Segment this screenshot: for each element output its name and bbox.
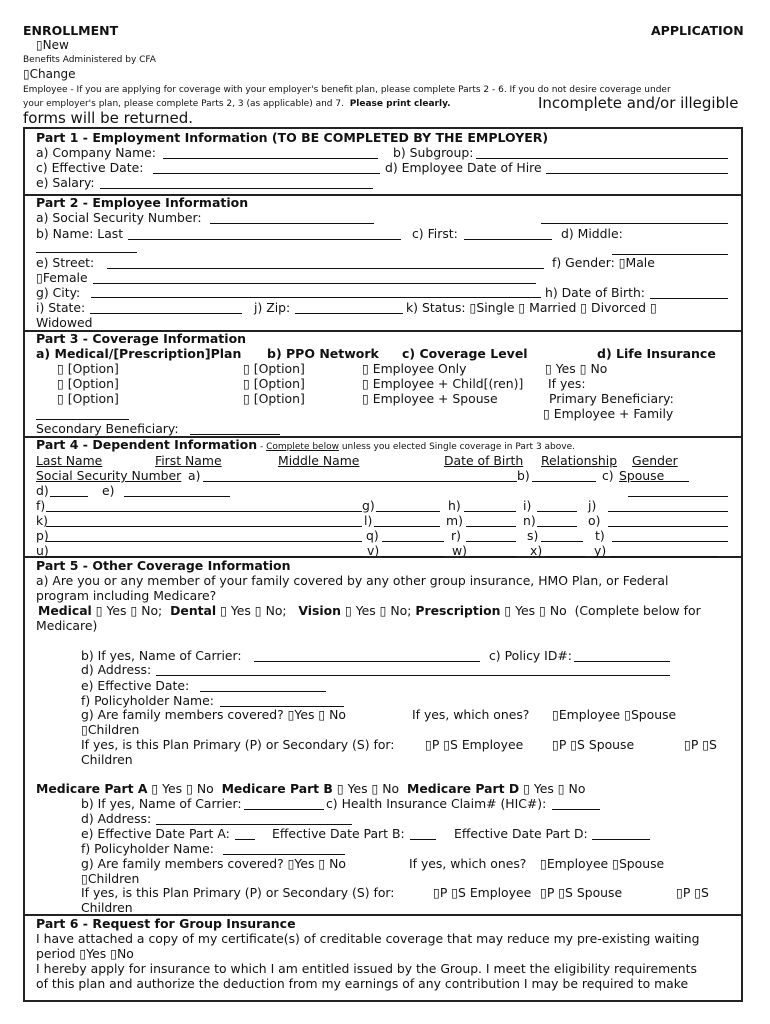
medicare-address-label: d) Address: [81, 811, 152, 826]
salary-field[interactable] [100, 188, 373, 189]
eff-part-b-field[interactable] [410, 839, 436, 840]
eff-part-b-label: Effective Date Part B: [272, 826, 405, 841]
ps-spouse[interactable]: ▯P ▯S Spouse [552, 737, 635, 752]
part6-line-4: of this plan and authorize the deduction from my earnings of any contribution I may be required to make [36, 976, 689, 991]
prescription-yes-no[interactable]: ▯ Yes ▯ No [500, 603, 567, 618]
eff-part-d-label: Effective Date Part D: [454, 826, 588, 841]
hire-date-field[interactable] [546, 173, 728, 174]
medicare-close: Medicare) [36, 618, 98, 633]
part6-line-1: I have attached a copy of my certificate(s) of creditable coverage that may reduce my pre-existing waiting [36, 931, 700, 946]
marital-status-options[interactable]: k) Status: ▯Single ▯ Married ▯ Divorced ▯ [406, 300, 657, 315]
company-name-field[interactable] [163, 158, 378, 159]
dep-label: l) [364, 513, 373, 528]
coverage-type-row: Medical ▯ Yes ▯ No; Dental ▯ Yes ▯ No; Vision ▯ Yes ▯ No; Prescription ▯ Yes ▯ No (Complete below for [38, 603, 701, 618]
state-field[interactable] [90, 313, 242, 314]
medicare-address-field[interactable] [156, 824, 352, 825]
dep-b-field[interactable] [532, 481, 596, 482]
vision-yes-no[interactable]: ▯ Yes ▯ No; [341, 603, 412, 618]
returned-warning: forms will be returned. [23, 109, 193, 127]
part4-title: Part 4 - Dependent Information - Complete below unless you elected Single coverage in Part 3 above. [36, 437, 575, 452]
ps-children[interactable]: ▯P ▯S [684, 737, 717, 752]
widowed-option[interactable]: Widowed [36, 315, 93, 330]
children-word: Children [81, 752, 133, 767]
dep-field[interactable] [537, 511, 577, 512]
eff-part-a-label: e) Effective Date Part A: [81, 826, 230, 841]
coverage-employee-family[interactable]: ▯ Employee + Family [543, 406, 674, 421]
instructions-line-2: your employer's plan, please complete Parts 2, 3 (as applicable) and 7. Please print clearly. [23, 99, 451, 109]
middle-name-field[interactable] [36, 252, 137, 253]
ssn-extra-field[interactable] [541, 223, 728, 224]
dep-d-label: d) [36, 483, 49, 498]
print-clearly: Please print clearly. [349, 99, 451, 109]
hic-field[interactable] [552, 809, 600, 810]
medicare-family-covered[interactable]: g) Are family members covered? ▯Yes ▯ No [81, 856, 346, 871]
medicare-which-options[interactable]: ▯Employee ▯Spouse [540, 856, 665, 871]
dep-a-label: a) [188, 468, 201, 483]
address-field[interactable] [156, 675, 670, 676]
life-insurance-header: d) Life Insurance [597, 346, 716, 361]
dep-field[interactable] [612, 541, 728, 542]
medicare-b-yes-no[interactable]: ▯ Yes ▯ No [332, 781, 400, 796]
carrier-field[interactable] [254, 661, 480, 662]
medicare-d-yes-no[interactable]: ▯ Yes ▯ No [519, 781, 586, 796]
part1-title: Part 1 - Employment Information (TO BE COMPLETED BY THE EMPLOYER) [36, 130, 549, 145]
effective-date-label: c) Effective Date: [36, 160, 144, 175]
form-title-enrollment: ENROLLMENT [23, 23, 119, 38]
part6-title: Part 6 - Request for Group Insurance [36, 916, 296, 931]
dep-d-field[interactable] [50, 496, 88, 497]
first-name-label: c) First: [412, 226, 458, 241]
primary-beneficiary-label: Primary Beneficiary: [549, 391, 674, 406]
dob-field[interactable] [650, 298, 728, 299]
medicare-holder-field[interactable] [223, 854, 345, 855]
dep-c-extra-field[interactable] [628, 496, 728, 497]
primary-beneficiary-field[interactable] [36, 419, 129, 420]
ps-employee[interactable]: ▯P ▯S Employee [425, 737, 524, 752]
medicare-primary-question: If yes, is this Plan Primary (P) or Secondary (S) for: [81, 885, 395, 900]
effective-date-field-2[interactable] [200, 691, 326, 692]
ssn-field[interactable] [210, 223, 374, 224]
city-label: g) City: [36, 285, 81, 300]
street-label: e) Street: [36, 255, 95, 270]
part6-line-3: I hereby apply for insurance to which I am entitled issued by the Group. I meet the eligibility requirements [36, 961, 697, 976]
dep-field[interactable] [376, 511, 440, 512]
subgroup-field[interactable] [476, 158, 728, 159]
dep-label: j) [588, 498, 597, 513]
secondary-beneficiary-label: Secondary Beneficiary: [36, 421, 179, 436]
if-yes-label: If yes: [548, 376, 586, 391]
medicare-children-word: Children [81, 900, 133, 915]
last-name-label: b) Name: Last [36, 226, 124, 241]
dep-field[interactable] [466, 541, 516, 542]
complete-below-link[interactable]: Complete below [266, 442, 339, 452]
other-coverage-question-2: program including Medicare? [36, 588, 217, 603]
dep-label: w) [452, 543, 467, 558]
primary-secondary-question: If yes, is this Plan Primary (P) or Secondary (S) for: [81, 737, 395, 752]
dep-field[interactable] [46, 541, 362, 542]
col-relationship: Relationship [541, 453, 618, 468]
ppo-network-header: b) PPO Network [267, 346, 379, 361]
effective-date-label-2: e) Effective Date: [81, 678, 190, 693]
part2-title: Part 2 - Employee Information [36, 195, 249, 210]
coverage-level-header: c) Coverage Level [402, 346, 528, 361]
ppo-option-2[interactable]: ▯ [Option] [243, 376, 305, 391]
col-first-name: First Name [155, 453, 222, 468]
change-checkbox[interactable]: ▯Change [23, 67, 76, 81]
hire-date-label: d) Employee Date of Hire [385, 160, 542, 175]
incomplete-warning: Incomplete and/or illegible [538, 94, 739, 112]
state-label: i) State: [36, 300, 86, 315]
company-name-label: a) Company Name: [36, 145, 156, 160]
dep-c-field[interactable] [663, 481, 689, 482]
secondary-beneficiary-field[interactable] [190, 434, 280, 435]
zip-field[interactable] [295, 313, 403, 314]
city-field[interactable] [91, 297, 541, 298]
medicare-row: Medicare Part A ▯ Yes ▯ No Medicare Part B ▯ Yes ▯ No Medicare Part D ▯ Yes ▯ No [36, 781, 586, 796]
dep-c-label: c) [602, 468, 614, 483]
dep-field[interactable] [382, 541, 444, 542]
medical-yes-no[interactable]: ▯ Yes ▯ No; [91, 603, 163, 618]
part3-title: Part 3 - Coverage Information [36, 331, 247, 346]
benefits-admin-note: Benefits Administered by CFA [23, 55, 156, 65]
dep-field[interactable] [545, 556, 585, 557]
medicare-ps-children[interactable]: ▯P ▯S [676, 885, 709, 900]
part5-title: Part 5 - Other Coverage Information [36, 558, 291, 573]
first-name-field[interactable] [464, 239, 552, 240]
dep-e-label: e) [102, 483, 115, 498]
medical-plan-header: a) Medical/[Prescription]Plan [36, 346, 242, 361]
dep-label: g) [362, 498, 375, 513]
which-ones-options[interactable]: ▯Employee ▯Spouse [552, 707, 677, 722]
dep-field[interactable] [470, 556, 516, 557]
life-insurance-yes-no[interactable]: ▯ Yes ▯ No [545, 361, 608, 376]
coverage-employee-only[interactable]: ▯ Employee Only [362, 361, 467, 376]
dep-field[interactable] [610, 556, 718, 557]
col-gender: Gender [632, 453, 678, 468]
medical-option-1[interactable]: ▯ [Option] [57, 361, 119, 376]
medicare-ps-spouse[interactable]: ▯P ▯S Spouse [540, 885, 623, 900]
dep-field[interactable] [46, 526, 362, 527]
instructions-line-1: Employee - If you are applying for coverage with your employer's benefit plan, please complete Parts 2 - 6. If you do not desire coverage under [23, 85, 671, 95]
hic-label: c) Health Insurance Claim# (HIC#): [326, 796, 547, 811]
dep-field[interactable] [541, 541, 583, 542]
dep-label: i) [523, 498, 532, 513]
zip-label: j) Zip: [254, 300, 291, 315]
medicare-a-yes-no[interactable]: ▯ Yes ▯ No [147, 781, 214, 796]
coverage-employee-child[interactable]: ▯ Employee + Child[(ren)] [362, 376, 524, 391]
dep-label: r) [451, 528, 461, 543]
gender-male-option[interactable]: f) Gender: ▯Male [552, 255, 655, 270]
which-ones-label: If yes, which ones? [412, 707, 530, 722]
other-coverage-question: a) Are you or any member of your family covered by any other group insurance, HMO Plan, or Federal [36, 573, 669, 588]
col-date-of-birth: Date of Birth [444, 453, 524, 468]
dep-e-field[interactable] [124, 496, 230, 497]
medicare-which-label: If yes, which ones? [409, 856, 527, 871]
dep-label: s) [527, 528, 539, 543]
medicare-carrier-field[interactable] [244, 809, 324, 810]
dep-label: h) [448, 498, 461, 513]
dep-field[interactable] [46, 511, 362, 512]
children-option[interactable]: ▯Children [81, 722, 140, 737]
salary-label: e) Salary: [36, 175, 95, 190]
carrier-label: b) If yes, Name of Carrier: [81, 648, 242, 663]
middle-name-label: d) Middle: [561, 226, 623, 241]
dep-c-spouse: Spouse [619, 468, 665, 483]
policyholder-label: f) Policyholder Name: [81, 693, 214, 708]
dep-label: f) [36, 498, 46, 513]
dep-label: v) [367, 543, 380, 558]
medical-option-2[interactable]: ▯ [Option] [57, 376, 119, 391]
medicare-holder-label: f) Policyholder Name: [81, 841, 214, 856]
dep-label: o) [588, 513, 601, 528]
last-name-field[interactable] [128, 239, 401, 240]
dep-field[interactable] [608, 526, 728, 527]
form-title-application: APPLICATION [651, 23, 744, 38]
waiting-period-yes-no[interactable]: period ▯Yes ▯No [36, 946, 134, 961]
dep-label: m) [446, 513, 463, 528]
medicare-carrier-label: b) If yes, Name of Carrier: [81, 796, 242, 811]
dep-field[interactable] [46, 556, 362, 557]
policy-id-field[interactable] [574, 661, 670, 662]
col-middle-name: Middle Name [278, 453, 360, 468]
dep-field[interactable] [608, 511, 728, 512]
dob-label: h) Date of Birth: [545, 285, 645, 300]
dep-field[interactable] [466, 526, 516, 527]
dep-b-label: b) [517, 468, 530, 483]
dental-yes-no[interactable]: ▯ Yes ▯ No; [216, 603, 287, 618]
ssn-label: a) Social Security Number: [36, 210, 202, 225]
dep-label: n) [523, 513, 536, 528]
dep-label: u) [36, 543, 49, 558]
new-checkbox[interactable]: ▯New [36, 38, 69, 52]
dep-field[interactable] [464, 511, 516, 512]
coverage-employee-spouse[interactable]: ▯ Employee + Spouse [362, 391, 498, 406]
medicare-ps-employee[interactable]: ▯P ▯S Employee [433, 885, 532, 900]
street-extra-line [93, 283, 536, 284]
dep-label: q) [366, 528, 379, 543]
dep-label: k) [36, 513, 49, 528]
eff-part-a-field[interactable] [235, 839, 255, 840]
gender-female-option[interactable]: ▯Female [36, 270, 88, 285]
medical-option-3[interactable]: ▯ [Option] [57, 391, 119, 406]
dep-field[interactable] [382, 556, 444, 557]
dep-label: y) [594, 543, 607, 558]
ppo-option-1[interactable]: ▯ [Option] [243, 361, 305, 376]
dep-label: t) [595, 528, 605, 543]
col-ssn: Social Security Number [36, 468, 182, 483]
dep-a-field[interactable] [203, 481, 517, 482]
dep-field[interactable] [374, 526, 440, 527]
street-field[interactable] [107, 268, 544, 269]
effective-date-field[interactable] [153, 173, 380, 174]
col-last-name: Last Name [36, 453, 103, 468]
address-label: d) Address: [81, 662, 152, 677]
dep-label: p) [36, 528, 49, 543]
subgroup-label: b) Subgroup: [393, 145, 474, 160]
dep-label: x) [530, 543, 543, 558]
medicare-children-option[interactable]: ▯Children [81, 871, 140, 886]
ppo-option-3[interactable]: ▯ [Option] [243, 391, 305, 406]
dep-field[interactable] [537, 526, 577, 527]
policy-id-label: c) Policy ID#: [489, 648, 572, 663]
eff-part-d-field[interactable] [592, 839, 650, 840]
family-covered-question[interactable]: g) Are family members covered? ▯Yes ▯ No [81, 707, 346, 722]
